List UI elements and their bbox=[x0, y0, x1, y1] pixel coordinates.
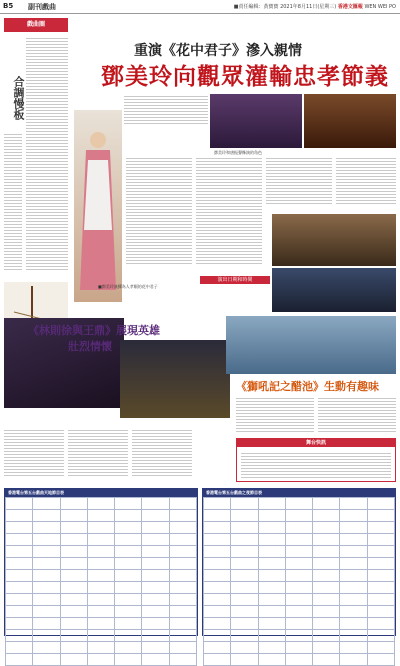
headline-kicker: 重演《花中君子》滲入親情 bbox=[134, 43, 302, 59]
schedule-right-table bbox=[203, 497, 395, 666]
info-box-title: 舞台快訊 bbox=[237, 439, 395, 447]
headline-main: 鄧美玲向觀眾灌輸忠孝節義 bbox=[101, 63, 389, 90]
column-title: 合調慢板 bbox=[12, 76, 25, 120]
editor-credit: ■責任編輯：黃寶寶 bbox=[233, 4, 279, 10]
section-name: 副刊戲曲 bbox=[28, 3, 56, 11]
issue-date: 2021年8月11日(星期三) bbox=[280, 4, 337, 10]
article3-body-col1 bbox=[236, 396, 314, 432]
article-body-col1 bbox=[126, 156, 192, 266]
info-box-text bbox=[241, 451, 391, 479]
stage-photo-2 bbox=[304, 94, 396, 148]
stage-photo-4 bbox=[272, 268, 396, 312]
stage-photo-1 bbox=[210, 94, 302, 148]
article2-title-b: 壯烈情懷 bbox=[68, 340, 112, 353]
actress-photo bbox=[74, 110, 122, 302]
page-header bbox=[0, 0, 400, 14]
schedule-left bbox=[4, 488, 198, 636]
article2-title-a: 《林則徐與王鼎》展現英雄 bbox=[28, 324, 160, 337]
article2-body-col1 bbox=[4, 428, 64, 476]
stage-photo-6 bbox=[226, 316, 396, 374]
column-body-text bbox=[26, 36, 68, 272]
article-body-col3 bbox=[266, 156, 332, 206]
photo-caption-1: 鄧美玲和唐振聲飾演的角色 bbox=[214, 150, 262, 155]
header-meta bbox=[234, 3, 396, 10]
date-box-header: 演出日期和時間 bbox=[200, 276, 270, 284]
article2-body-col2 bbox=[68, 428, 128, 476]
lead-paragraph bbox=[124, 94, 208, 124]
article2-body-col3 bbox=[132, 428, 192, 476]
photo-caption-large: ■鄧美玲演繹為人孝順的花中君子 bbox=[98, 284, 158, 289]
article3-body-col2 bbox=[318, 396, 396, 432]
brand-english: WEN WEI PO bbox=[364, 4, 396, 10]
schedule-left-table bbox=[5, 497, 197, 666]
article-body-col2 bbox=[196, 156, 262, 266]
article-body-col4 bbox=[336, 156, 396, 206]
info-box bbox=[236, 438, 396, 482]
article3-title: 《獅吼記之醋池》生動有趣味 bbox=[236, 380, 379, 393]
stage-photo-3 bbox=[272, 214, 396, 266]
column-body-text-lower bbox=[4, 132, 22, 272]
page-number: B5 bbox=[3, 2, 14, 10]
actress-figure bbox=[74, 110, 122, 302]
column-tag: 戲曲圈 bbox=[4, 18, 68, 32]
schedule-right-title: 香港電台第五台戲曲之夜節目表 bbox=[203, 489, 395, 497]
brand-name: 香港文匯報 bbox=[337, 4, 363, 10]
schedule-left-title: 香港電台第五台戲曲天地節目表 bbox=[5, 489, 197, 497]
stage-photo-5 bbox=[120, 340, 230, 418]
schedule-right bbox=[202, 488, 396, 636]
